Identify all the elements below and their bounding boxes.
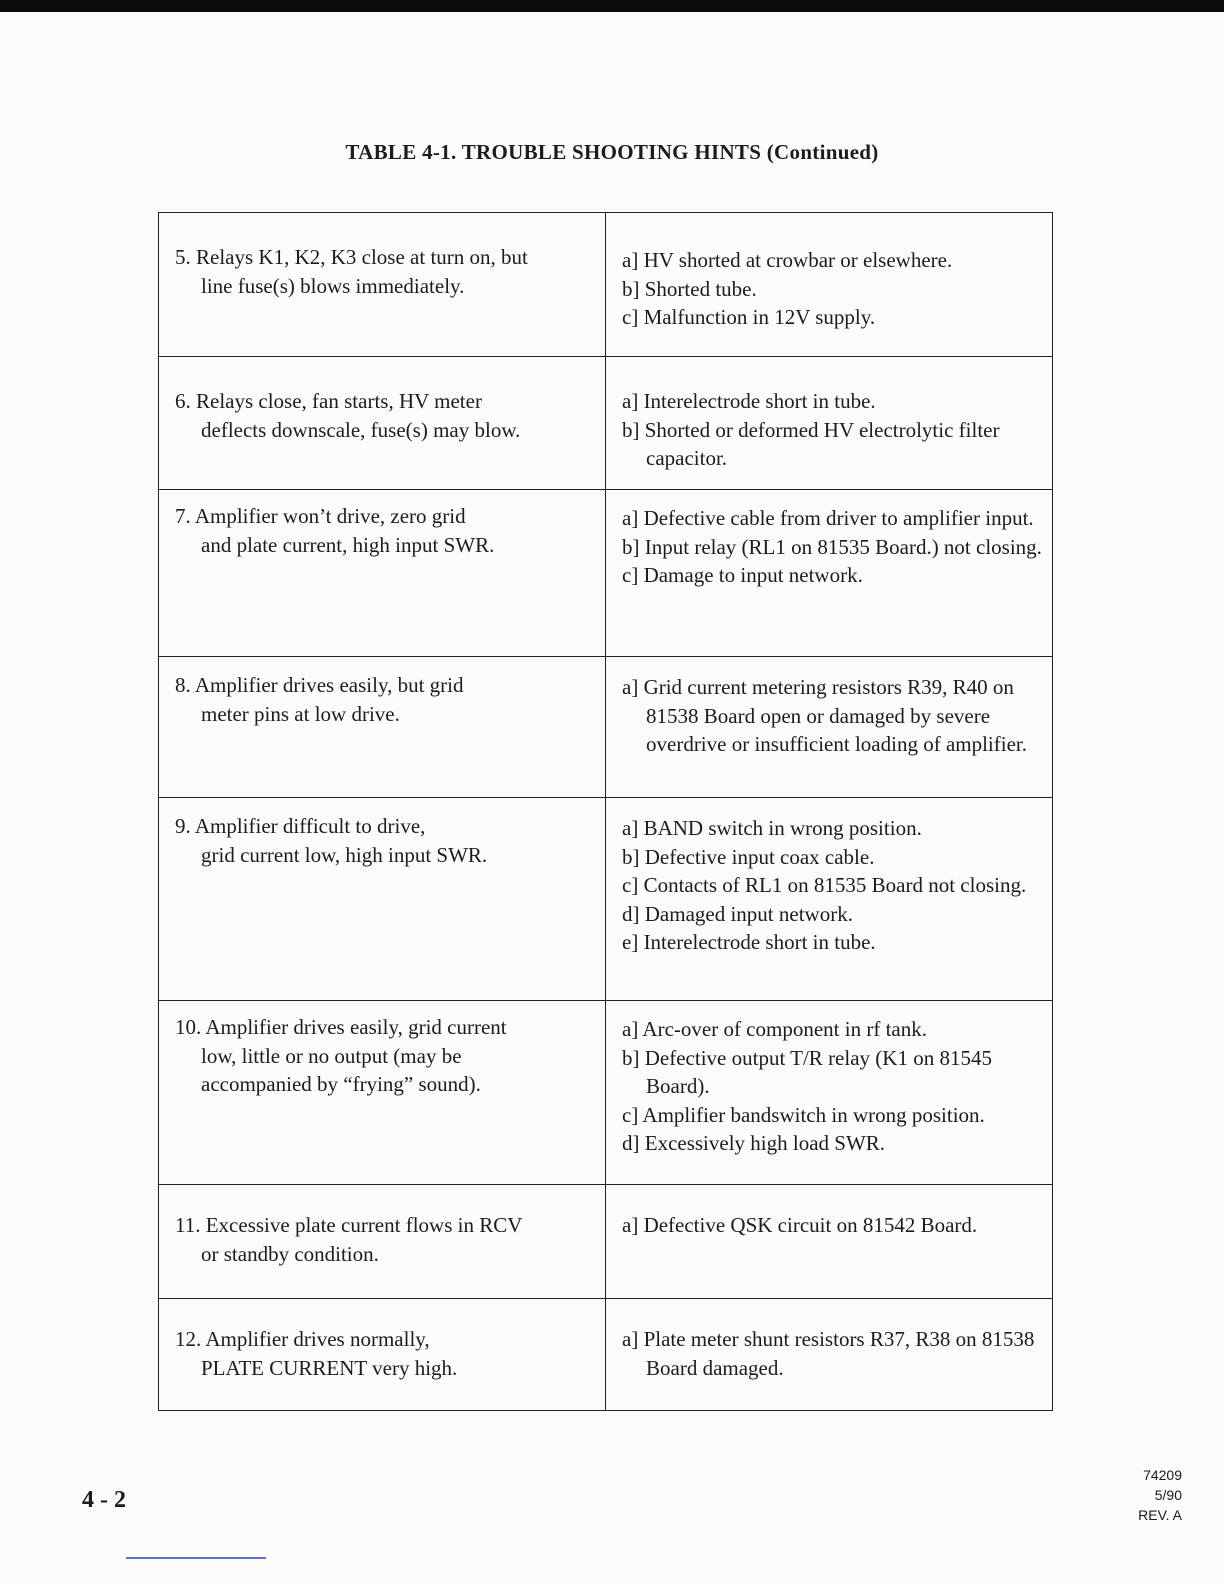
cause-item: a] Interelectrode short in tube. xyxy=(622,389,876,413)
troubleshooting-table xyxy=(158,212,1053,1411)
cause-item: b] Shorted tube. xyxy=(622,276,757,301)
cause-cell xyxy=(606,213,1053,357)
table-row xyxy=(159,357,1053,490)
cause-item: a] BAND switch in wrong position. xyxy=(622,816,922,840)
symptom-cell xyxy=(159,798,606,1001)
table-row xyxy=(159,490,1053,657)
cause-item: b] Defective output T/R relay (K1 on 81545 Board). xyxy=(622,1045,992,1098)
document-number: 74209 xyxy=(1143,1467,1182,1483)
table-row xyxy=(159,1185,1053,1299)
symptom-text: 12. Amplifier drives normally, xyxy=(175,1327,430,1351)
symptom-text: 8. Amplifier drives easily, but grid xyxy=(175,673,464,697)
symptom-text: PLATE CURRENT very high. xyxy=(201,1355,458,1380)
cause-item: d] Excessively high load SWR. xyxy=(622,1131,886,1155)
cause-item: c] Amplifier bandswitch in wrong position. xyxy=(622,1102,985,1127)
cause-cell xyxy=(606,798,1053,1001)
symptom-text: 5. Relays K1, K2, K3 close at turn on, but xyxy=(175,245,528,269)
table-row xyxy=(159,798,1053,1001)
symptom-cell xyxy=(159,213,606,357)
symptom-text: accompanied by “frying” sound). xyxy=(201,1072,481,1096)
symptom-text: 9. Amplifier difficult to drive, xyxy=(175,814,426,838)
cause-item: a] Plate meter shunt resistors R37, R38 on 81538 Board damaged. xyxy=(622,1327,1035,1380)
symptom-text: 6. Relays close, fan starts, HV meter xyxy=(175,389,482,413)
table-row xyxy=(159,1299,1053,1411)
cause-item: a] Defective QSK circuit on 81542 Board. xyxy=(622,1213,978,1237)
symptom-cell xyxy=(159,1001,606,1185)
table-title: TABLE 4-1. TROUBLE SHOOTING HINTS (Continued) xyxy=(345,140,879,164)
scan-underline-mark xyxy=(126,1557,266,1559)
cause-cell xyxy=(606,1001,1053,1185)
symptom-text: deflects downscale, fuse(s) may blow. xyxy=(201,417,521,442)
cause-item: e] Interelectrode short in tube. xyxy=(622,930,876,954)
cause-item: b] Defective input coax cable. xyxy=(622,844,875,869)
symptom-text: grid current low, high input SWR. xyxy=(201,842,488,867)
cause-cell xyxy=(606,357,1053,490)
symptom-text: meter pins at low drive. xyxy=(201,701,400,726)
table-row xyxy=(159,1001,1053,1185)
document-revision: REV. A xyxy=(1138,1507,1182,1523)
symptom-text: and plate current, high input SWR. xyxy=(201,532,495,557)
cause-item: b] Input relay (RL1 on 81535 Board.) not closing. xyxy=(622,534,1042,559)
symptom-text: line fuse(s) blows immediately. xyxy=(201,273,465,298)
symptom-text: 7. Amplifier won’t drive, zero grid xyxy=(175,504,466,528)
cause-item: d] Damaged input network. xyxy=(622,901,853,926)
symptom-cell xyxy=(159,1299,606,1411)
table-row xyxy=(159,657,1053,798)
cause-cell xyxy=(606,490,1053,657)
symptom-cell xyxy=(159,490,606,657)
cause-item: a] Defective cable from driver to amplifier input. xyxy=(622,506,1034,530)
cause-item: c] Malfunction in 12V supply. xyxy=(622,305,876,329)
cause-cell xyxy=(606,657,1053,798)
page-number: 4 - 2 xyxy=(82,1487,126,1513)
symptom-text: 10. Amplifier drives easily, grid current xyxy=(175,1015,507,1039)
document-date: 5/90 xyxy=(1154,1487,1182,1503)
symptom-cell xyxy=(159,357,606,490)
symptom-cell xyxy=(159,657,606,798)
document-revision-block xyxy=(1138,1465,1182,1525)
cause-cell xyxy=(606,1185,1053,1299)
cause-item: a] Arc-over of component in rf tank. xyxy=(622,1017,927,1041)
symptom-text: low, little or no output (may be xyxy=(201,1043,462,1068)
cause-item: b] Shorted or deformed HV electrolytic filter capacitor. xyxy=(622,417,1000,470)
cause-cell xyxy=(606,1299,1053,1411)
symptom-text: or standby condition. xyxy=(201,1241,379,1266)
symptom-text: 11. Excessive plate current flows in RCV xyxy=(175,1213,523,1237)
scan-top-edge xyxy=(0,0,1224,12)
symptom-cell xyxy=(159,1185,606,1299)
cause-item: a] HV shorted at crowbar or elsewhere. xyxy=(622,248,953,272)
cause-item: a] Grid current metering resistors R39, R40 on 81538 Board open or damaged by severe overdrive or insufficient loading of amplifier. xyxy=(622,675,1028,756)
cause-item: c] Contacts of RL1 on 81535 Board not closing. xyxy=(622,873,1027,897)
table-row xyxy=(159,213,1053,357)
cause-item: c] Damage to input network. xyxy=(622,563,863,587)
